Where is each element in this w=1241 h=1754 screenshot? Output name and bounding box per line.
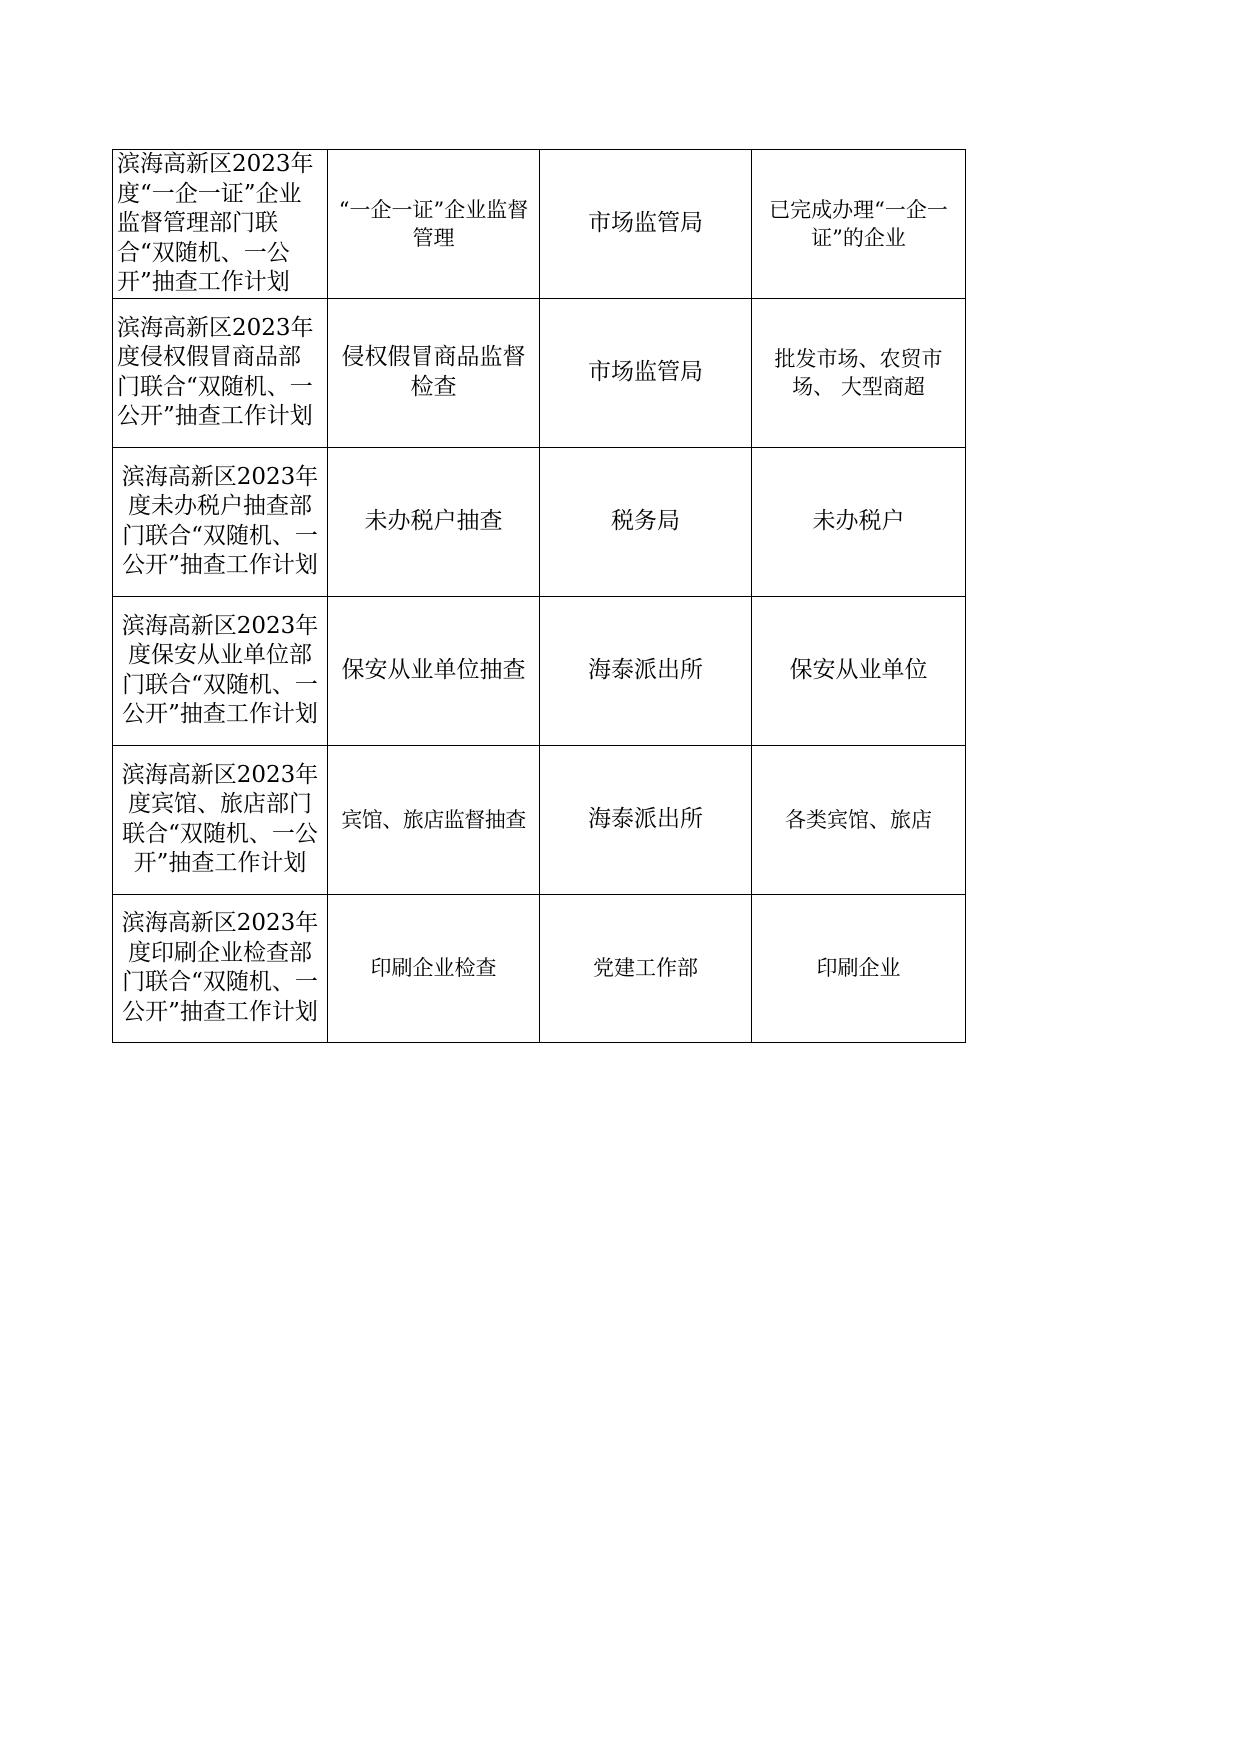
inspection-target-cell: 未办税户 <box>752 447 966 596</box>
inspection-plan-table <box>112 149 966 1043</box>
inspection-target-cell: 批发市场、农贸市场、 大型商超 <box>752 298 966 447</box>
plan-name-cell: 滨海高新区2023年度印刷企业检查部门联合“双随机、一公开”抽查工作计划 <box>113 894 328 1042</box>
table-row <box>113 447 966 596</box>
department-cell: 市场监管局 <box>540 150 752 299</box>
inspection-item-cell: 侵权假冒商品监督检查 <box>328 298 540 447</box>
table-row <box>113 150 966 299</box>
table-row <box>113 298 966 447</box>
plan-name-cell: 滨海高新区2023年度“一企一证”企业监督管理部门联合“双随机、一公开”抽查工作计划 <box>113 150 328 299</box>
inspection-target-cell: 各类宾馆、旅店 <box>752 745 966 894</box>
department-cell: 税务局 <box>540 447 752 596</box>
department-cell: 市场监管局 <box>540 298 752 447</box>
plan-name-cell: 滨海高新区2023年度宾馆、旅店部门联合“双随机、一公开”抽查工作计划 <box>113 745 328 894</box>
department-cell: 党建工作部 <box>540 894 752 1042</box>
inspection-target-cell: 印刷企业 <box>752 894 966 1042</box>
inspection-item-cell: 未办税户抽查 <box>328 447 540 596</box>
table-row <box>113 745 966 894</box>
inspection-target-cell: 保安从业单位 <box>752 596 966 745</box>
department-cell: 海泰派出所 <box>540 745 752 894</box>
plan-name-cell: 滨海高新区2023年度保安从业单位部门联合“双随机、一公开”抽查工作计划 <box>113 596 328 745</box>
plan-name-cell: 滨海高新区2023年度未办税户抽查部门联合“双随机、一公开”抽查工作计划 <box>113 447 328 596</box>
inspection-item-cell: 印刷企业检查 <box>328 894 540 1042</box>
inspection-item-cell: 保安从业单位抽查 <box>328 596 540 745</box>
inspection-target-cell: 已完成办理“一企一证”的企业 <box>752 150 966 299</box>
inspection-item-cell: 宾馆、旅店监督抽查 <box>328 745 540 894</box>
inspection-item-cell: “一企一证”企业监督管理 <box>328 150 540 299</box>
table-row <box>113 596 966 745</box>
department-cell: 海泰派出所 <box>540 596 752 745</box>
table-row <box>113 894 966 1042</box>
plan-name-cell: 滨海高新区2023年度侵权假冒商品部门联合“双随机、一公开”抽查工作计划 <box>113 298 328 447</box>
